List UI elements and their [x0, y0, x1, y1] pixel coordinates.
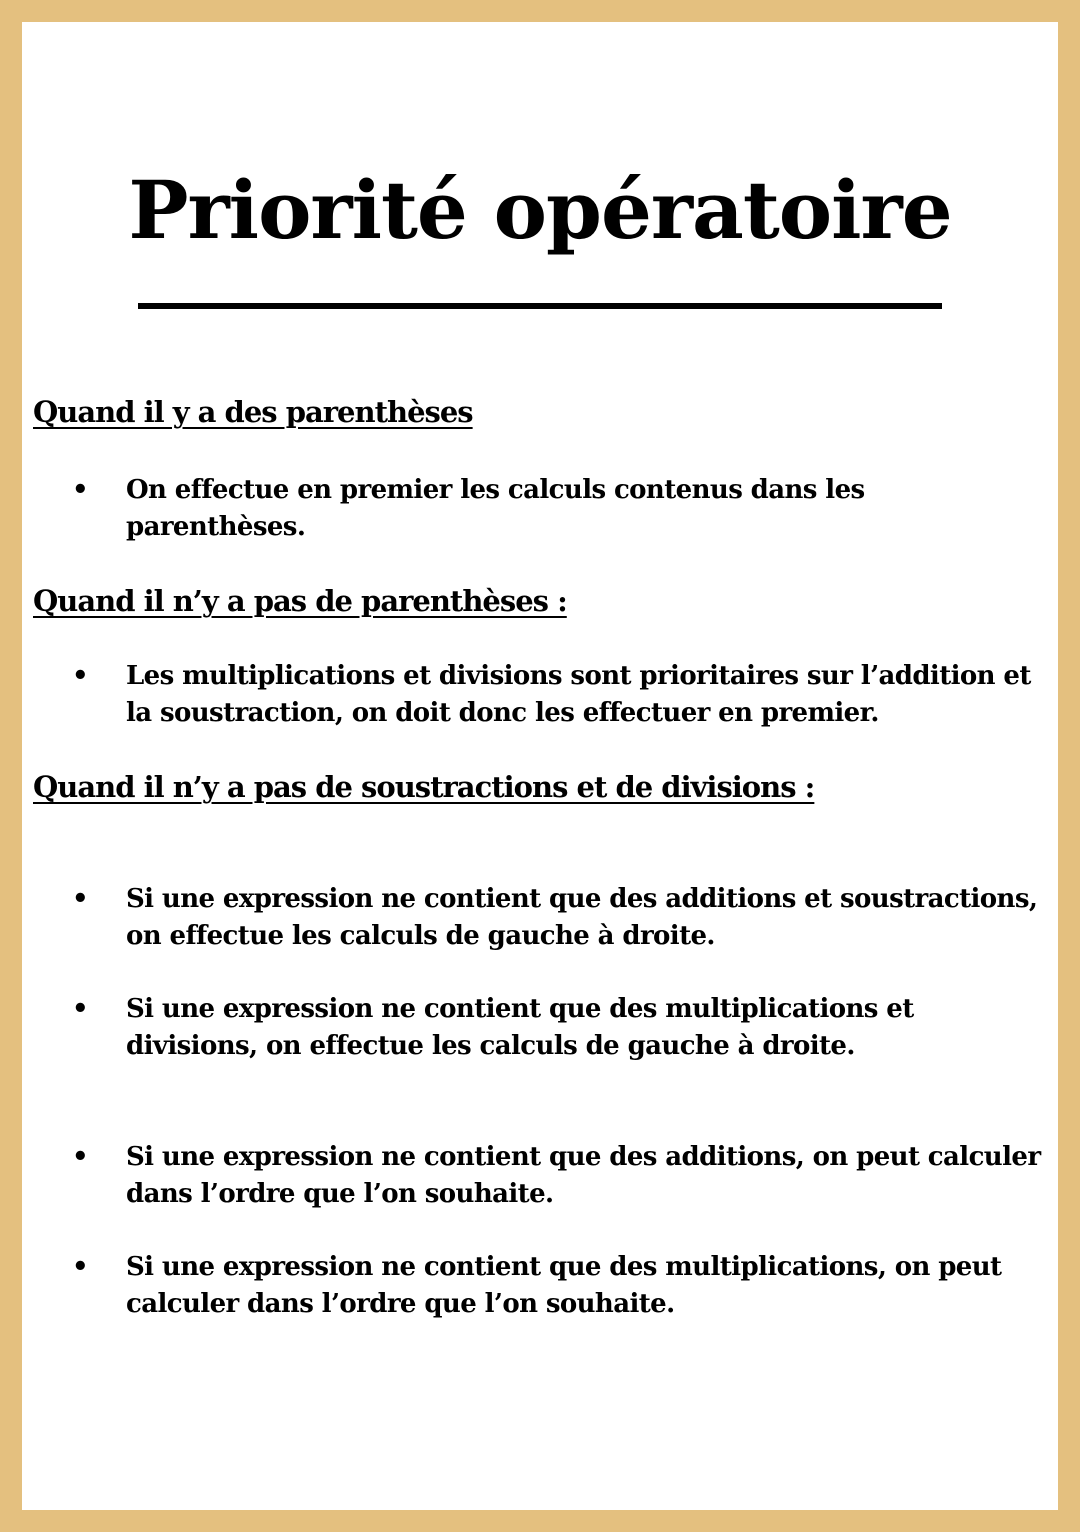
bullet-icon: •	[72, 1252, 89, 1282]
list-item	[72, 658, 1052, 732]
title-divider	[138, 303, 942, 309]
list-item-text: Si une expression ne contient que des multiplications et divisions, on effectue les calculs de gauche à droite.	[126, 994, 914, 1061]
bullet-icon: •	[72, 661, 89, 691]
section-heading-parentheses: Quand il y a des parenthèses	[33, 395, 473, 429]
section-heading-no-parentheses: Quand il n’y a pas de parenthèses :	[33, 584, 567, 618]
bullet-icon: •	[72, 475, 89, 505]
list-item-text: Les multiplications et divisions sont prioritaires sur l’addition et la soustraction, on doit donc les effectuer en premier.	[126, 661, 1031, 728]
list-item	[72, 1249, 1052, 1323]
bullet-icon: •	[72, 884, 89, 914]
list-item-text: Si une expression ne contient que des additions, on peut calculer dans l’ordre que l’on souhaite.	[126, 1142, 1041, 1209]
bullet-icon: •	[72, 1142, 89, 1172]
list-item-text: Si une expression ne contient que des multiplications, on peut calculer dans l’ordre que l’on souhaite.	[126, 1252, 1002, 1319]
list-item-text: Si une expression ne contient que des additions et soustractions, on effectue les calculs de gauche à droite.	[126, 884, 1038, 951]
list-item-text: On effectue en premier les calculs contenus dans les parenthèses.	[126, 475, 865, 542]
list-item	[72, 991, 1052, 1065]
document-page	[22, 22, 1058, 1510]
bullet-icon: •	[72, 994, 89, 1024]
section-heading-no-subtraction-division: Quand il n’y a pas de soustractions et de divisions :	[33, 770, 815, 804]
list-item	[72, 881, 1052, 955]
page-title: Priorité opératoire	[128, 163, 952, 257]
list-item	[72, 472, 1052, 546]
list-item	[72, 1139, 1052, 1213]
